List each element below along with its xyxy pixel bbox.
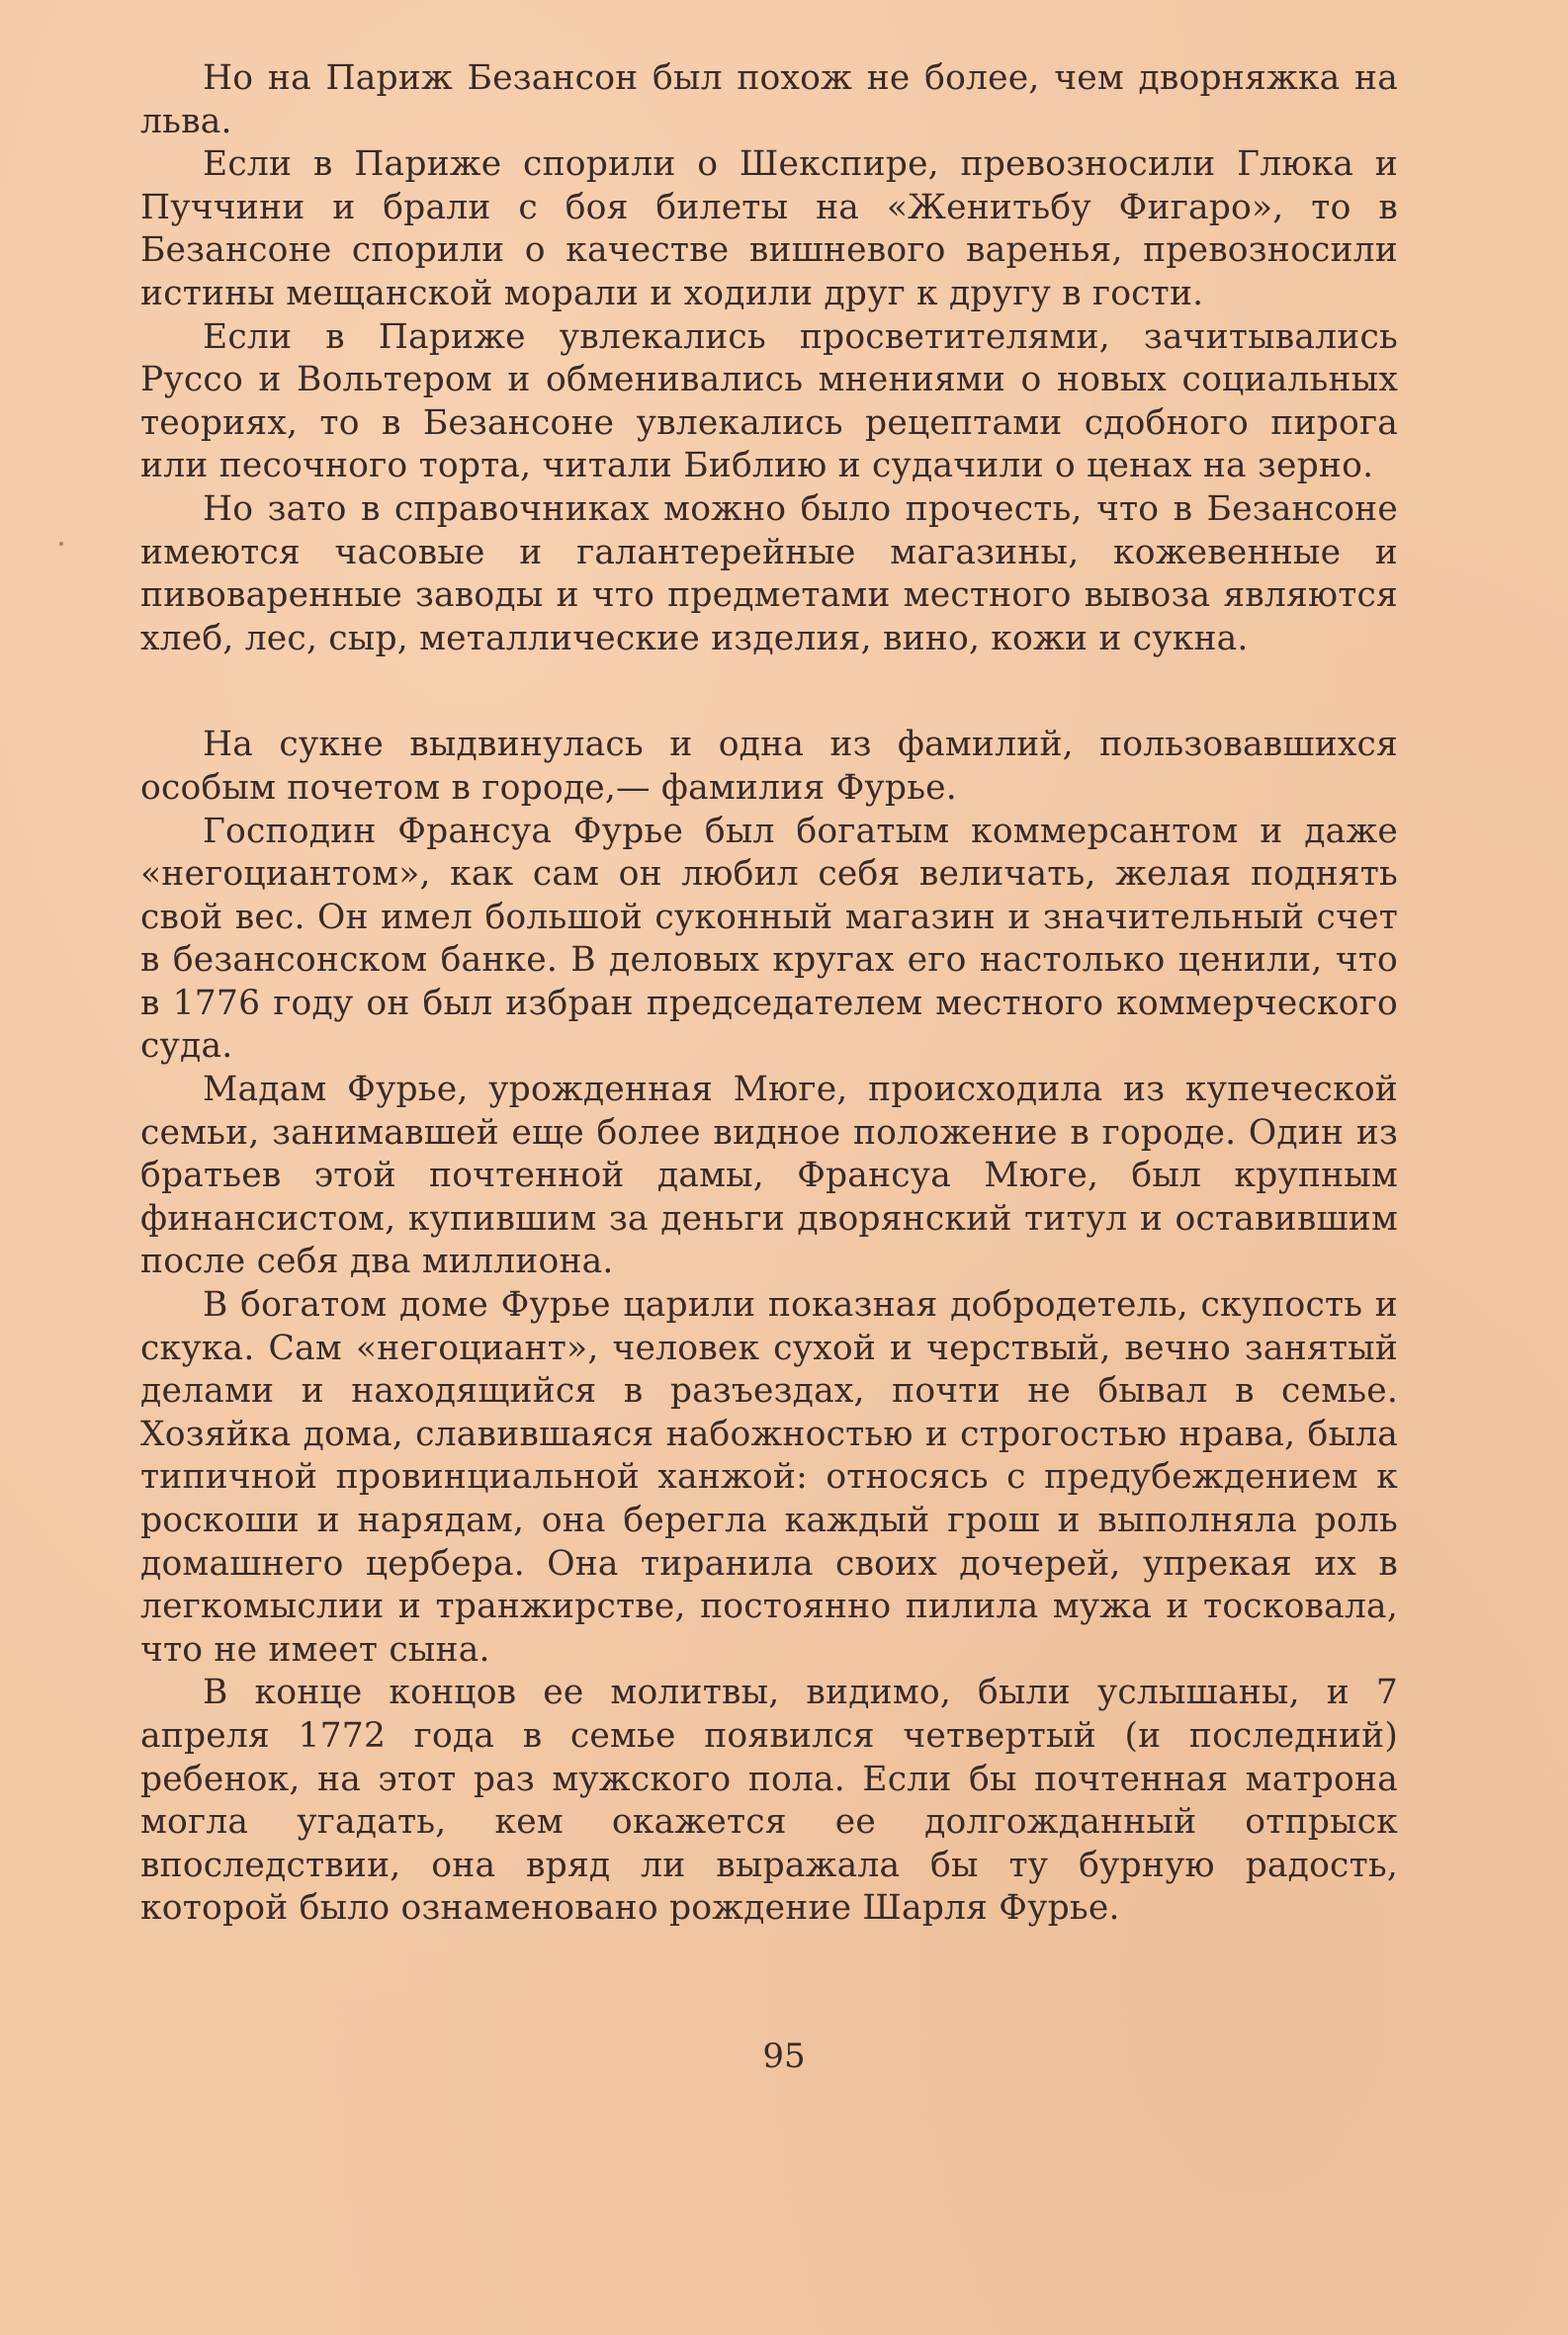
paragraph: Но зато в справочниках можно было прочесть, что в Безансоне имеются часовые и галантерейные магазины, кожевенные и пивоваренные заводы и что предметами местного вывоза являются хлеб, лес, сыр, металлические изделия, вино, кожи и сукна. [140,488,1398,658]
section-break [140,660,1398,724]
paper-speck [59,542,63,546]
paragraph: Но на Париж Безансон был похож не более, чем дворняжка на льва. [140,58,1398,141]
paragraph: На сукне выдвинулась и одна из фамилий, пользовавшихся особым почетом в городе,— фамилия Фурье. [140,725,1398,808]
paragraph: Мадам Фурье, урожденная Мюге, происходила из купеческой семьи, занимавшей еще более видное положение в городе. Один из братьев этой почтенной дамы, Франсуа Мюге, был крупным финансистом, купившим за деньги дворянский титул и оставившим после себя два миллиона. [140,1070,1398,1282]
paragraph: Если в Париже спорили о Шекспире, превозносили Глюка и Пуччини и брали с боя билеты на «Женитьбу Фигаро», то в Безансоне спорили о качестве вишневого варенья, превозносили истины мещанской морали и ходили друг к другу в гости. [140,144,1398,313]
page-text [140,57,1398,1931]
paragraph: В конце концов ее молитвы, видимо, были услышаны, и 7 апреля 1772 года в семье появился четвертый (и последний) ребенок, на этот раз мужского пола. Если бы почтенная матрона могла угадать, кем окажется ее долгожданный отпрыск впоследствии, она вряд ли выражала бы ту бурную радость, которой было ознаменовано рождение Шарля Фурье. [140,1673,1398,1929]
paragraph: Если в Париже увлекались просветителями, зачитывались Руссо и Вольтером и обменивались мнениями о новых социальных теориях, то в Безансоне увлекались рецептами сдобного пирога или песочного торта, читали Библию и судачили о ценах на зерно. [140,316,1398,486]
paragraph: Господин Франсуа Фурье был богатым коммерсантом и даже «негоциантом», как сам он любил себя величать, желая поднять свой вес. Он имел большой суконный магазин и значительный счет в безансонском банке. В деловых кругах его настолько ценили, что в 1776 году он был избран председателем местного коммерческого суда. [140,811,1398,1067]
paragraph: В богатом доме Фурье царили показная добродетель, скупость и скука. Сам «негоциант», человек сухой и черствый, вечно занятый делами и находящийся в разъездах, почти не бывал в семье. Хозяйка дома, славившаяся набожностью и строгостью нрава, была типичной провинциальной ханжой: относясь с предубеждением к роскоши и нарядам, она берегла каждый грош и выполняла роль домашнего цербера. Она тиранила своих дочерей, упрекая их в легкомыслии и транжирстве, постоянно пилила мужа и тосковала, что не имеет сына. [140,1285,1398,1670]
page-number: 95 [762,2036,806,2076]
